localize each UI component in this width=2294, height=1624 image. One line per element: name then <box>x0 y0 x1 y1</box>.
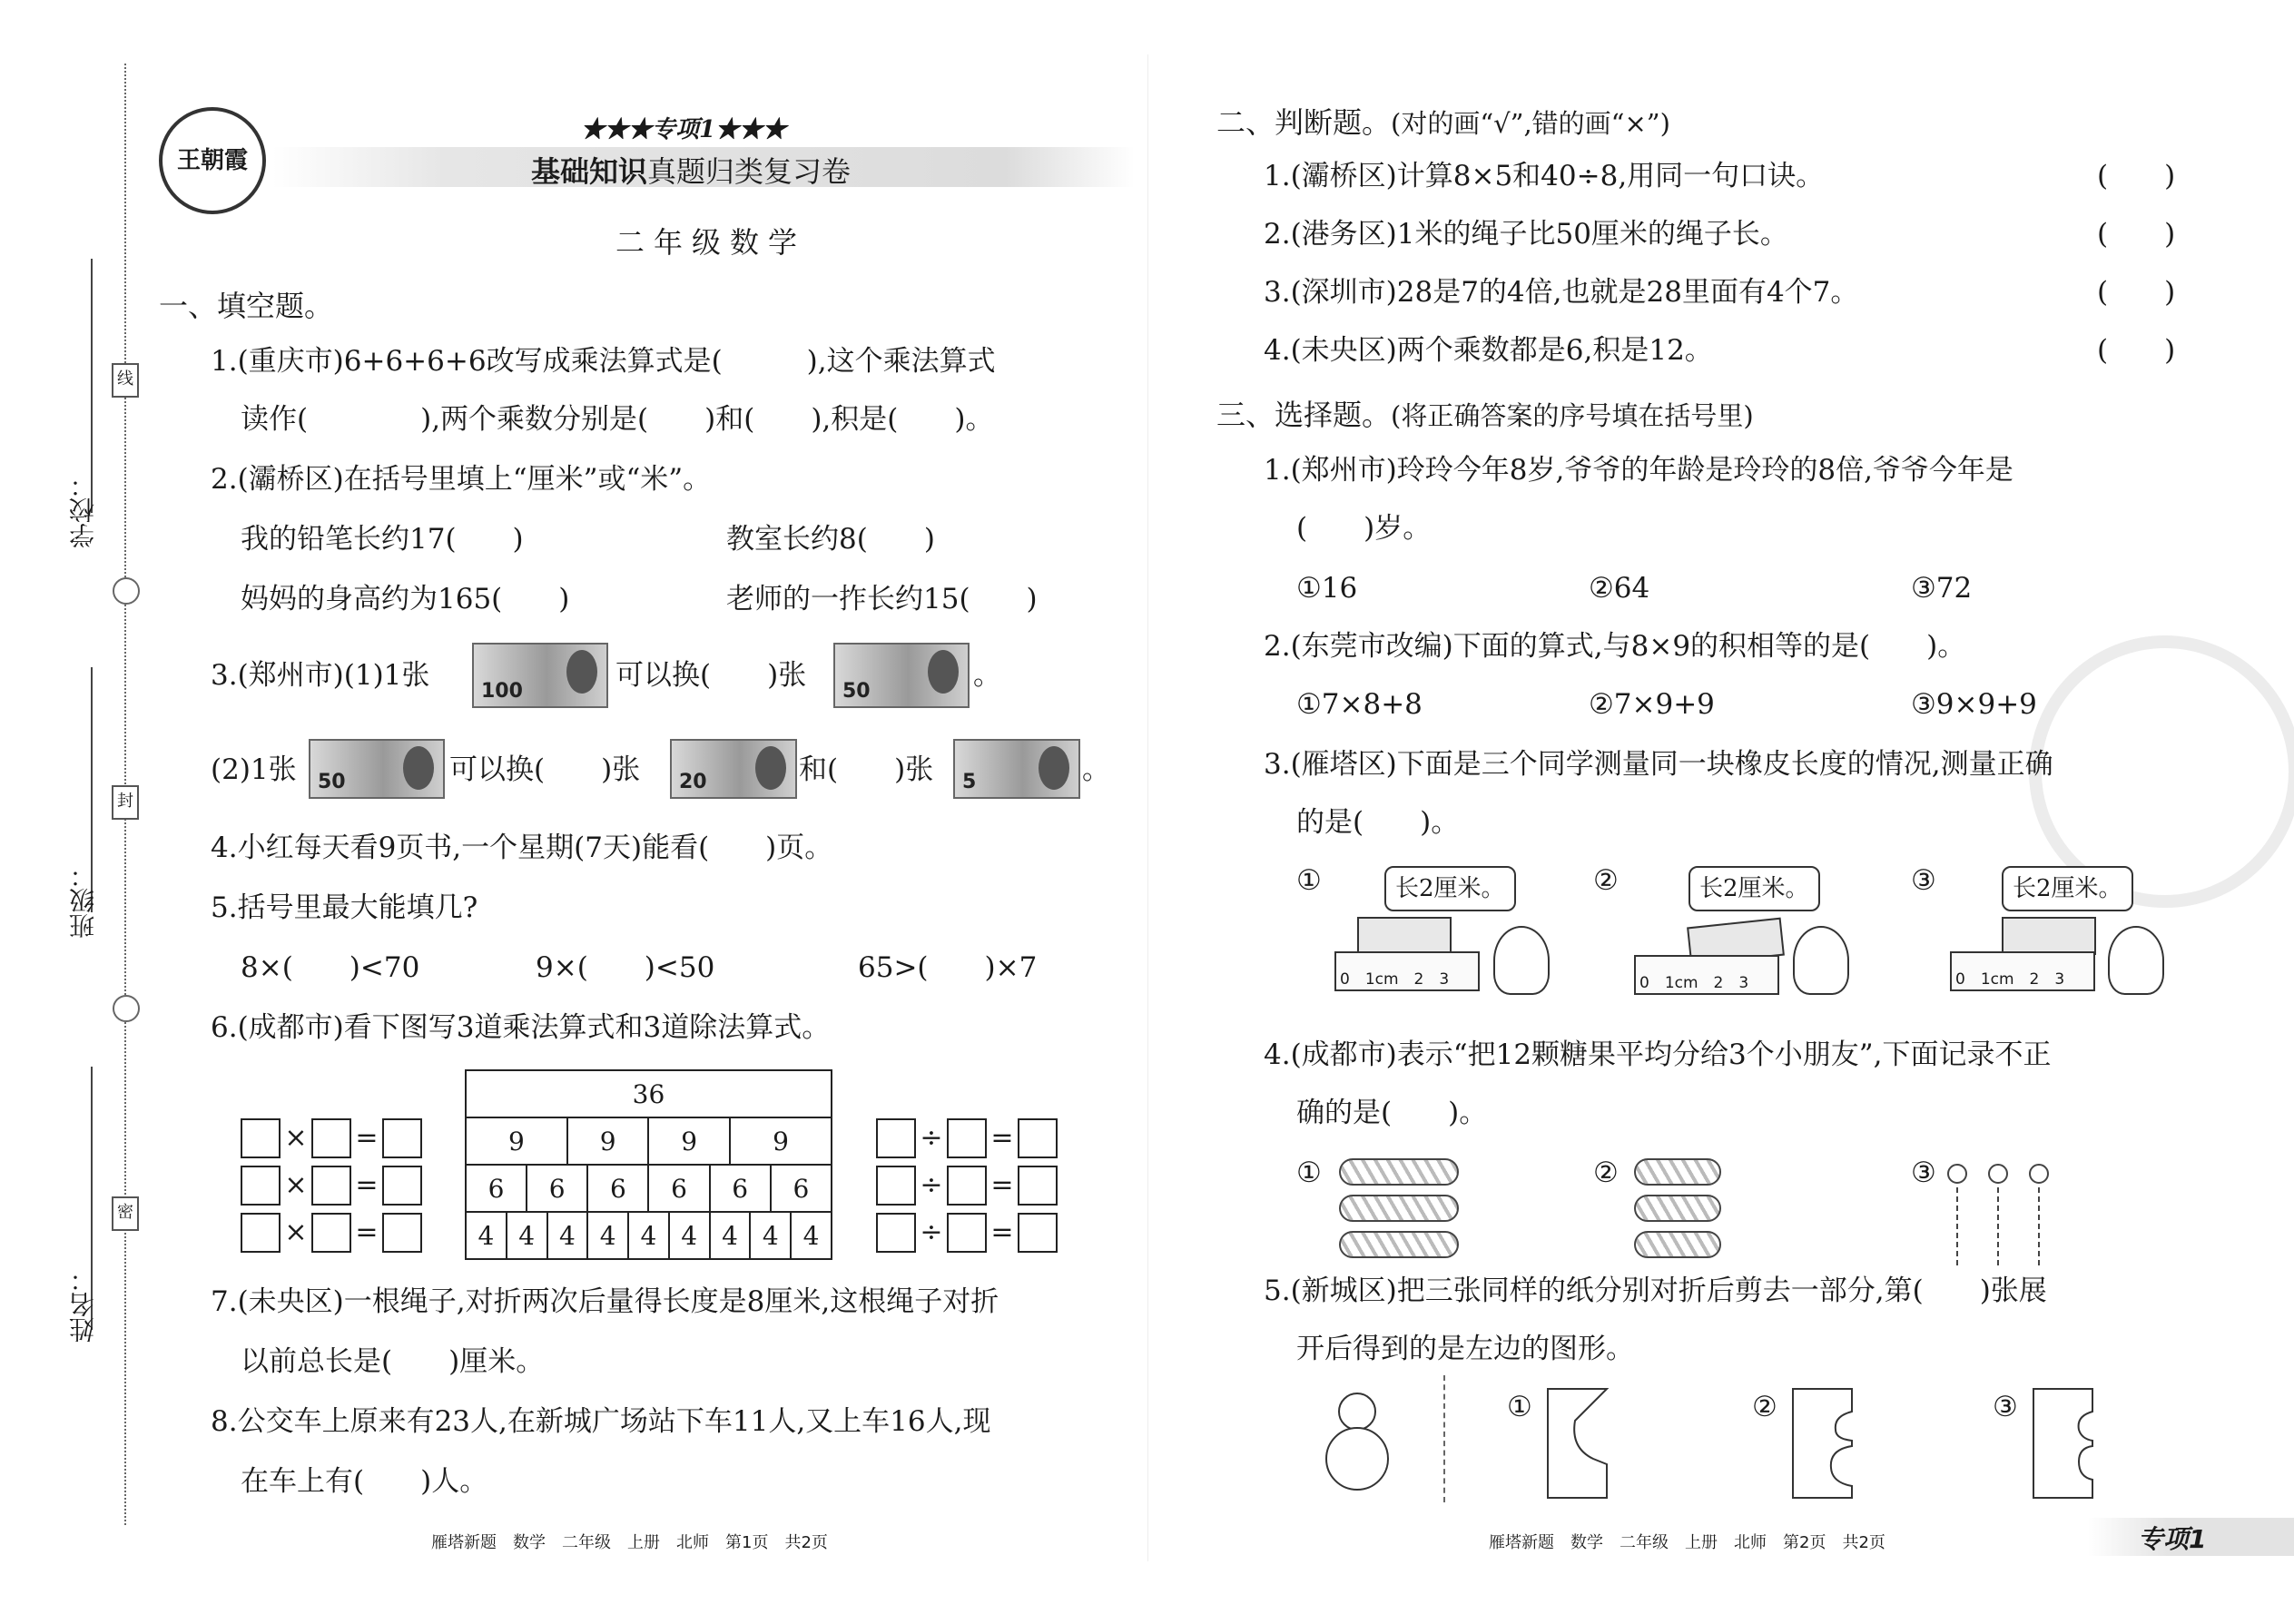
q3-part2-mid1: 可以换( )张 <box>449 753 641 786</box>
ruler-icon: 0 1cm 2 3 <box>1334 951 1480 991</box>
q2-item-d: 老师的一拃长约15( ) <box>726 583 1038 615</box>
answer-box[interactable] <box>241 1213 281 1253</box>
gourd-shape-icon <box>1321 1384 1393 1493</box>
judge-item-1: 1.(灞桥区)计算8×5和40÷8,用同一句口诀。 <box>1264 160 1825 192</box>
candy-group-icon <box>1634 1158 1721 1186</box>
answer-box[interactable] <box>876 1118 916 1158</box>
choice-q2-option-2[interactable]: ②7×9+9 <box>1589 688 1715 721</box>
q8-line2: 在车上有( )人。 <box>241 1465 488 1498</box>
tally-line <box>1997 1187 1999 1265</box>
footer-left: 雁塔新题 数学 二年级 上册 北师 第1页 共2页 <box>431 1533 828 1552</box>
q3-part2-prefix: (2)1张 <box>211 753 297 786</box>
choice-q4-line2: 确的是( )。 <box>1296 1097 1488 1129</box>
judge-answer-1[interactable]: ( ) <box>2097 160 2176 192</box>
choice-q5-line1: 5.(新城区)把三张同样的纸分别对折后剪去一部分,第( )张展 <box>1264 1275 2047 1307</box>
eraser-icon <box>2002 917 2096 955</box>
equals-sign: = <box>355 1169 379 1201</box>
candy-group-icon <box>1339 1158 1459 1186</box>
choice-q5-line2: 开后得到的是左边的图形。 <box>1296 1333 1634 1365</box>
q1-line2: 读作( ),两个乘数分别是( )和( ),积是( )。 <box>241 403 994 436</box>
footer-right: 雁塔新题 数学 二年级 上册 北师 第2页 共2页 <box>1489 1533 1885 1552</box>
cut-paper-shape-icon <box>2029 1384 2102 1502</box>
judge-answer-4[interactable]: ( ) <box>2097 334 2176 367</box>
strip-cell: 9 <box>466 1117 567 1165</box>
choice-q1-option-3[interactable]: ③72 <box>1911 572 1973 605</box>
choice-q4-line1: 4.(成都市)表示“把12颗糖果平均分给3个小朋友”,下面记录不正 <box>1264 1038 2052 1071</box>
section-choice-hint: (将正确答案的序号填在括号里) <box>1391 400 1754 431</box>
answer-box[interactable] <box>241 1166 281 1206</box>
choice-q1-line1: 1.(郑州市)玲玲今年8岁,爷爷的年龄是玲玲的8倍,爷爷今年是 <box>1264 454 2013 487</box>
school-label: 学校： <box>68 472 98 548</box>
answer-box[interactable] <box>311 1213 351 1253</box>
strip-cell: 4 <box>628 1212 669 1259</box>
equals-sign: = <box>990 1122 1014 1154</box>
answer-box[interactable] <box>876 1166 916 1206</box>
class-label: 班级： <box>68 862 98 939</box>
strip-cell: 6 <box>466 1165 527 1212</box>
choice-q3-line1: 3.(雁塔区)下面是三个同学测量同一块橡皮长度的情况,测量正确 <box>1264 748 2053 781</box>
title-rest: 真题归类复习卷 <box>647 154 852 189</box>
answer-box[interactable] <box>382 1166 422 1206</box>
answer-box[interactable] <box>1018 1118 1058 1158</box>
strip-cell: 9 <box>648 1117 730 1165</box>
banknote-5-icon: 5 <box>953 739 1080 799</box>
section-judge-title: 二、判断题。 <box>1216 105 1392 140</box>
section-fill-title: 一、填空题。 <box>159 289 334 323</box>
cut-paper-shape-icon <box>1543 1384 1616 1502</box>
strip-cell: 6 <box>527 1165 587 1212</box>
option-label: ③ <box>1993 1391 2018 1423</box>
q3-part1-end: 。 <box>973 659 1001 692</box>
choice-q1-option-2[interactable]: ②64 <box>1589 572 1650 605</box>
answer-box[interactable] <box>311 1166 351 1206</box>
child-circle-icon <box>1947 1164 1967 1184</box>
q3-part2-mid2: 和( )张 <box>799 753 934 786</box>
subject-title: 二年级数学 <box>615 225 807 260</box>
answer-box[interactable] <box>311 1118 351 1158</box>
banknote-50-icon: 50 <box>309 739 445 799</box>
seal-dense-mark: 密 <box>112 1196 139 1231</box>
q1-line1: 1.(重庆市)6+6+6+6改写成乘法算式是( ),这个乘法算式 <box>211 345 996 378</box>
logo-text: 王朝霞 <box>176 147 248 174</box>
section-judge-hint: (对的画“√”,错的画“×”) <box>1391 108 1670 139</box>
banknote-20-icon: 20 <box>670 739 797 799</box>
answer-box[interactable] <box>382 1118 422 1158</box>
choice-q3-line2: 的是( )。 <box>1296 806 1460 839</box>
divide-sign: ÷ <box>920 1169 943 1201</box>
equals-sign: = <box>355 1216 379 1248</box>
divide-sign: ÷ <box>920 1122 943 1154</box>
child-icon <box>1793 926 1849 995</box>
equals-sign: = <box>990 1216 1014 1248</box>
divider-dashed <box>1443 1375 1445 1502</box>
eraser-icon <box>1357 917 1452 955</box>
q5-stem: 5.括号里最大能填几? <box>211 891 478 924</box>
q4: 4.小红每天看9页书,一个星期(7天)能看( )页。 <box>211 832 833 864</box>
q7-line1: 7.(未央区)一根绳子,对折两次后量得长度是8厘米,这根绳子对折 <box>211 1285 999 1318</box>
judge-item-4: 4.(未央区)两个乘数都是6,积是12。 <box>1264 334 1713 367</box>
binding-hole-icon <box>113 577 140 605</box>
cut-paper-shape-icon <box>1788 1384 1861 1502</box>
q3-part1-prefix: 3.(郑州市)(1)1张 <box>211 659 430 692</box>
option-label: ① <box>1507 1391 1532 1423</box>
times-sign: × <box>284 1169 308 1201</box>
judge-answer-2[interactable]: ( ) <box>2097 218 2176 251</box>
header-tag: ★★★专项1★★★ <box>581 116 787 143</box>
strip-cell: 9 <box>730 1117 832 1165</box>
judge-item-3: 3.(深圳市)28是7的4倍,也就是28里面有4个7。 <box>1264 276 1859 309</box>
strip-cell: 4 <box>669 1212 710 1259</box>
strip-cell: 6 <box>710 1165 771 1212</box>
equals-sign: = <box>990 1169 1014 1201</box>
strip-cell: 4 <box>791 1212 832 1259</box>
strip-cell: 4 <box>466 1212 507 1259</box>
answer-box[interactable] <box>947 1213 987 1253</box>
child-icon <box>1493 926 1550 995</box>
answer-box[interactable] <box>241 1118 281 1158</box>
strip-cell: 4 <box>547 1212 588 1259</box>
option-label: ② <box>1593 864 1619 897</box>
times-sign: × <box>284 1216 308 1248</box>
judge-item-2: 2.(港务区)1米的绳子比50厘米的绳子长。 <box>1264 218 1788 251</box>
choice-q2: 2.(东莞市改编)下面的算式,与8×9的积相等的是( )。 <box>1264 630 1966 663</box>
footer-tag: 专项1 <box>2138 1524 2207 1554</box>
child-circle-icon <box>1988 1164 2008 1184</box>
q5-item-c: 65>( )×7 <box>858 951 1038 984</box>
number-strip-diagram <box>465 1069 832 1260</box>
option-label: ③ <box>1911 864 1936 897</box>
option-label: ② <box>1752 1391 1777 1423</box>
times-sign: × <box>284 1122 308 1154</box>
answer-box[interactable] <box>1018 1213 1058 1253</box>
title-bold: 基础知识 <box>531 154 648 189</box>
choice-q1-line2: ( )岁。 <box>1296 512 1432 545</box>
q7-line2: 以前总长是( )厘米。 <box>241 1345 545 1378</box>
choice-q2-option-1[interactable]: ①7×8+8 <box>1296 688 1423 721</box>
answer-box[interactable] <box>382 1213 422 1253</box>
binding-hole-icon <box>113 995 140 1022</box>
choice-q2-option-3[interactable]: ③9×9+9 <box>1911 688 2037 721</box>
q3-part2-end: 。 <box>1082 753 1110 786</box>
child-circle-icon <box>2029 1164 2049 1184</box>
answer-box[interactable] <box>1018 1166 1058 1206</box>
speech-bubble: 长2厘米。 <box>1689 866 1820 911</box>
q6-stem: 6.(成都市)看下图写3道乘法算式和3道除法算式。 <box>211 1011 831 1044</box>
answer-box[interactable] <box>876 1213 916 1253</box>
answer-box[interactable] <box>947 1118 987 1158</box>
option-label: ① <box>1296 864 1322 897</box>
choice-q1-option-1[interactable]: ①16 <box>1296 572 1358 605</box>
q8-line1: 8.公交车上原来有23人,在新城广场站下车11人,又上车16人,现 <box>211 1405 991 1438</box>
option-label: ② <box>1593 1156 1619 1189</box>
q5-item-a: 8×( )<70 <box>241 951 420 984</box>
tally-line <box>1956 1187 1958 1265</box>
q2-item-b: 教室长约8( ) <box>726 523 935 556</box>
tally-line <box>2038 1187 2040 1265</box>
banknote-100-icon: 100 <box>472 643 608 708</box>
divide-sign: ÷ <box>920 1216 943 1248</box>
ruler-icon: 0 1cm 2 3 <box>1950 951 2095 991</box>
strip-cell: 4 <box>587 1212 628 1259</box>
page-divider <box>1147 54 1148 1561</box>
strip-cell: 9 <box>567 1117 649 1165</box>
judge-answer-3[interactable]: ( ) <box>2097 276 2176 309</box>
logo-badge-icon <box>159 107 266 214</box>
seal-close-mark: 封 <box>112 785 139 820</box>
equals-sign: = <box>355 1122 379 1154</box>
strip-cell: 6 <box>771 1165 832 1212</box>
strip-cell: 6 <box>648 1165 709 1212</box>
banknote-50-icon: 50 <box>833 643 970 708</box>
option-label: ① <box>1296 1156 1322 1189</box>
name-label: 姓名： <box>68 1266 98 1343</box>
q3-part1-mid: 可以换( )张 <box>615 659 807 692</box>
q2-item-a: 我的铅笔长约17( ) <box>241 523 524 556</box>
strip-cell: 6 <box>587 1165 648 1212</box>
strip-cell: 4 <box>750 1212 791 1259</box>
speech-bubble: 长2厘米。 <box>1384 866 1516 911</box>
q2-stem: 2.(灞桥区)在括号里填上“厘米”或“米”。 <box>211 463 712 496</box>
section-choice-title: 三、选择题。 <box>1216 398 1392 432</box>
answer-box[interactable] <box>947 1166 987 1206</box>
ruler-icon: 0 1cm 2 3 <box>1634 955 1779 995</box>
q2-item-c: 妈妈的身高约为165( ) <box>241 583 570 615</box>
seal-line-mark: 线 <box>112 363 139 398</box>
q5-item-b: 9×( )<50 <box>536 951 715 984</box>
candy-group-icon <box>1339 1195 1459 1222</box>
candy-group-icon <box>1339 1231 1459 1258</box>
candy-group-icon <box>1634 1195 1721 1222</box>
strip-cell: 4 <box>507 1212 547 1259</box>
child-icon <box>2108 926 2164 995</box>
strip-total: 36 <box>466 1070 832 1117</box>
strip-cell: 4 <box>710 1212 751 1259</box>
option-label: ③ <box>1911 1156 1936 1189</box>
speech-bubble: 长2厘米。 <box>2002 866 2133 911</box>
candy-group-icon <box>1634 1231 1721 1258</box>
